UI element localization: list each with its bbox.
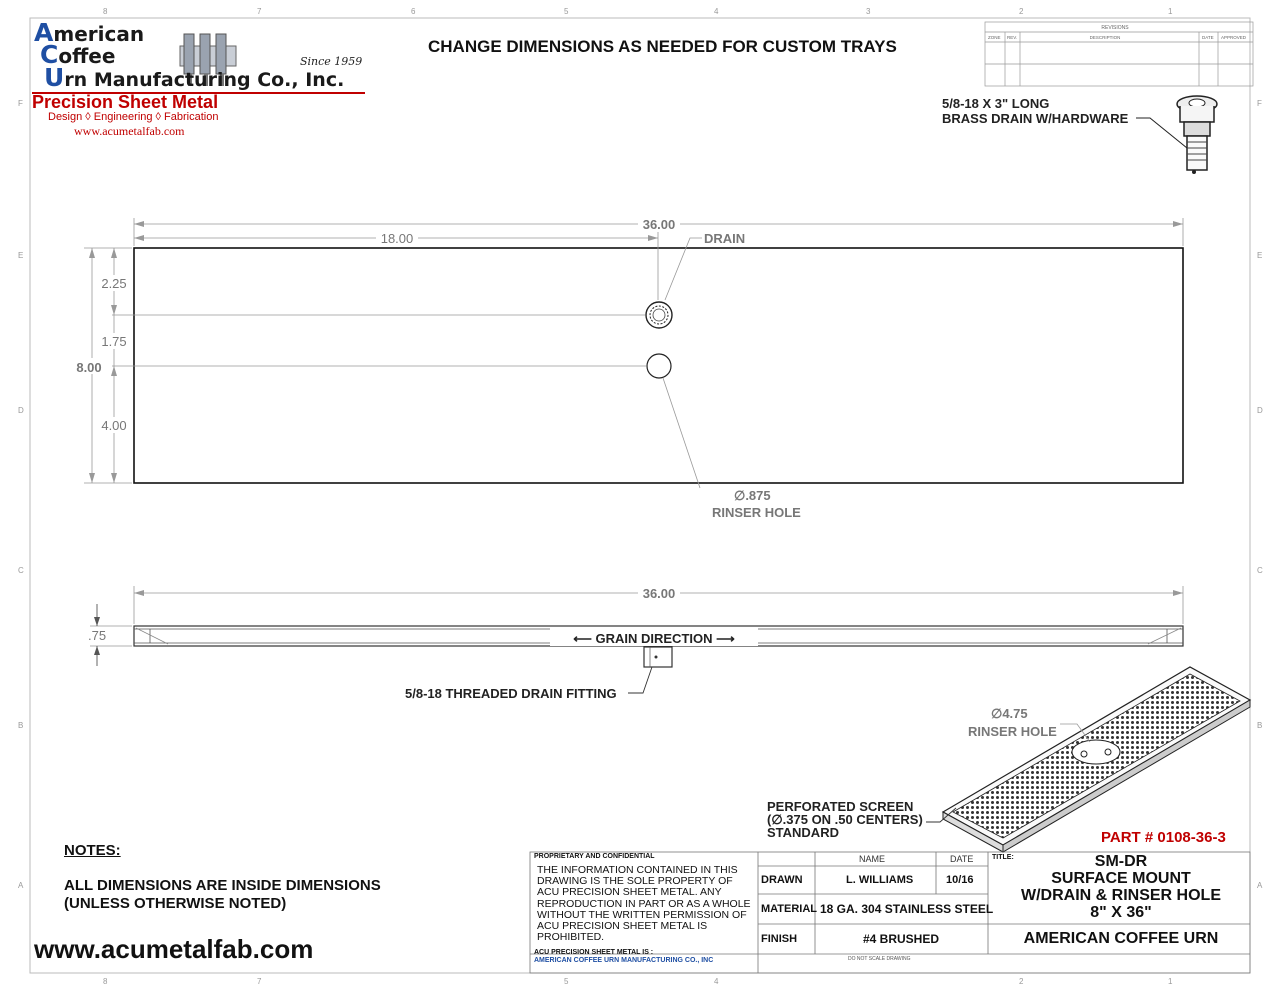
tb-drawn-label: DRAWN <box>761 874 803 886</box>
brass-drain-illustration <box>1177 96 1217 174</box>
rev-col-description: DESCRIPTION <box>1089 35 1121 40</box>
hardware-callout-line1: 5/8-18 X 3" LONG <box>942 96 1050 111</box>
zone-row-c: C <box>18 566 24 575</box>
logo-initial-u: U <box>44 63 65 92</box>
logo-brand: Precision Sheet Metal <box>32 92 219 112</box>
tb-title-head: TITLE: <box>992 854 1014 861</box>
footer-url[interactable]: www.acumetalfab.com <box>34 934 314 964</box>
part-number: PART # 0108-36-3 <box>1101 829 1226 846</box>
sheet-border <box>30 18 1250 973</box>
rev-col-approved: APPROVED <box>1221 35 1247 40</box>
tb-do-not-scale: DO NOT SCALE DRAWING <box>848 956 911 962</box>
zone-row-e: E <box>18 251 24 260</box>
dim-overall-width-top: 36.00 <box>642 217 676 232</box>
perf-screen-line1: PERFORATED SCREEN <box>767 799 914 814</box>
tb-name-head: NAME <box>859 854 886 864</box>
logo-line3-tail: rn Manufacturing Co., Inc. <box>64 69 345 91</box>
tb-drawn-name: L. WILLIAMS <box>846 874 914 886</box>
dim-height: .75 <box>88 628 107 643</box>
grain-direction-label: ⟵ GRAIN DIRECTION ⟶ <box>573 631 735 646</box>
dim-depth-8: 8.00 <box>76 360 102 375</box>
tb-material-value: 18 GA. 304 STAINLESS STEEL <box>820 902 994 916</box>
notes-title: NOTES: <box>64 842 121 859</box>
tb-title <box>992 853 1250 921</box>
rinser-hole-top <box>647 354 671 378</box>
zone-col-5-bottom: 5 <box>564 977 569 986</box>
zone-col-7-bottom: 7 <box>257 977 262 986</box>
tb-finish-label: FINISH <box>761 933 798 945</box>
iso-rinser-label: RINSER HOLE <box>968 724 1057 739</box>
zone-row-b-right: B <box>1257 721 1263 730</box>
revisions-table <box>985 22 1253 86</box>
acu-company: AMERICAN COFFEE URN MANUFACTURING CO., INC <box>534 957 714 964</box>
rinser-label-top: RINSER HOLE <box>712 505 801 520</box>
rinser-diameter: ∅.875 <box>734 488 771 503</box>
custom-tray-note: CHANGE DIMENSIONS AS NEEDED FOR CUSTOM TRAYS <box>428 37 897 56</box>
zone-row-d: D <box>18 406 24 415</box>
tb-material-label: MATERIAL <box>761 903 818 915</box>
rev-col-zone: ZONE <box>988 35 1001 40</box>
proprietary-title: PROPRIETARY AND CONFIDENTIAL <box>534 853 655 860</box>
zone-row-e-right: E <box>1257 251 1263 260</box>
tb-drawn-date: 10/16 <box>946 874 974 886</box>
zone-row-a-right: A <box>1257 881 1263 890</box>
zone-row-d-right: D <box>1257 406 1263 415</box>
dim-half-width: 18.00 <box>380 231 414 246</box>
logo-line1-tail: merican <box>53 22 145 46</box>
zone-col-7: 7 <box>257 7 262 16</box>
zone-col-1: 1 <box>1168 7 1173 16</box>
logo-initial-a: A <box>34 18 54 47</box>
dim-2-25: 2.25 <box>101 276 127 291</box>
logo-url: www.acumetalfab.com <box>74 124 185 138</box>
dim-1-75: 1.75 <box>101 334 127 349</box>
zone-col-5: 5 <box>564 7 569 16</box>
zone-col-6: 6 <box>411 7 416 16</box>
logo-services: Design ◊ Engineering ◊ Fabrication <box>48 111 219 123</box>
zone-col-3: 3 <box>866 7 871 16</box>
logo-line2-tail: offee <box>58 44 116 68</box>
zone-row-f: F <box>18 99 23 108</box>
perf-screen-line3: STANDARD <box>767 825 839 840</box>
tb-title-line3: W/DRAIN & RINSER HOLE <box>1021 887 1221 904</box>
hardware-callout-line2: BRASS DRAIN W/HARDWARE <box>942 111 1129 126</box>
zone-col-2: 2 <box>1019 7 1024 16</box>
drain-label: DRAIN <box>704 231 746 246</box>
acu-line: ACU PRECISION SHEET METAL IS : <box>534 949 654 956</box>
zone-col-8: 8 <box>103 7 108 16</box>
zone-col-4: 4 <box>714 7 719 16</box>
dim-overall-width-side: 36.00 <box>642 586 676 601</box>
tb-finish-value: #4 BRUSHED <box>863 932 940 946</box>
drain-fitting <box>644 647 672 667</box>
revisions-title: REVISIONS <box>1101 25 1129 31</box>
tb-title-line4: 8" X 36" <box>1090 904 1152 921</box>
rinser-hole-iso <box>1072 740 1120 764</box>
dim-4-00: 4.00 <box>101 418 127 433</box>
tb-title-line2: SURFACE MOUNT <box>1051 870 1191 887</box>
logo-initial-c: C <box>40 40 59 69</box>
perf-screen-line2: (∅.375 ON .50 CENTERS) <box>767 812 923 827</box>
zone-row-c-right: C <box>1257 566 1263 575</box>
tb-title-line1: SM-DR <box>1094 853 1148 870</box>
rev-col-rev: REV. <box>1007 35 1018 40</box>
top-view <box>72 215 1183 520</box>
rev-col-date: DATE <box>1202 35 1214 40</box>
zone-row-a: A <box>18 881 24 890</box>
zone-row-f-right: F <box>1257 99 1262 108</box>
zone-col-2-bottom: 2 <box>1019 977 1024 986</box>
zone-markers <box>18 7 1263 986</box>
drain-fitting-label: 5/8-18 THREADED DRAIN FITTING <box>405 686 617 701</box>
zone-col-1-bottom: 1 <box>1168 977 1173 986</box>
tb-company: AMERICAN COFFEE URN <box>1023 930 1219 947</box>
tb-date-head: DATE <box>950 854 974 864</box>
logo-since: Since 1959 <box>300 55 363 68</box>
company-logo <box>32 18 372 138</box>
iso-view <box>926 667 1250 852</box>
zone-row-b: B <box>18 721 24 730</box>
iso-rinser-diameter: ∅4.75 <box>991 706 1028 721</box>
notes-line1: ALL DIMENSIONS ARE INSIDE DIMENSIONS <box>64 877 381 894</box>
notes-line2: (UNLESS OTHERWISE NOTED) <box>64 895 287 912</box>
proprietary-text: THE INFORMATION CONTAINED IN THIS DRAWING IS THE SOLE PROPERTY OF ACU PRECISION SHEET METAL. ANY REPRODUCTION IN PART OR AS A WHOLE WITHOUT THE WRITTEN PERMISSION OF ACU PRECISION SHEET METAL IS PROHIBITED. <box>537 864 751 944</box>
zone-col-4-bottom: 4 <box>714 977 719 986</box>
zone-col-8-bottom: 8 <box>103 977 108 986</box>
